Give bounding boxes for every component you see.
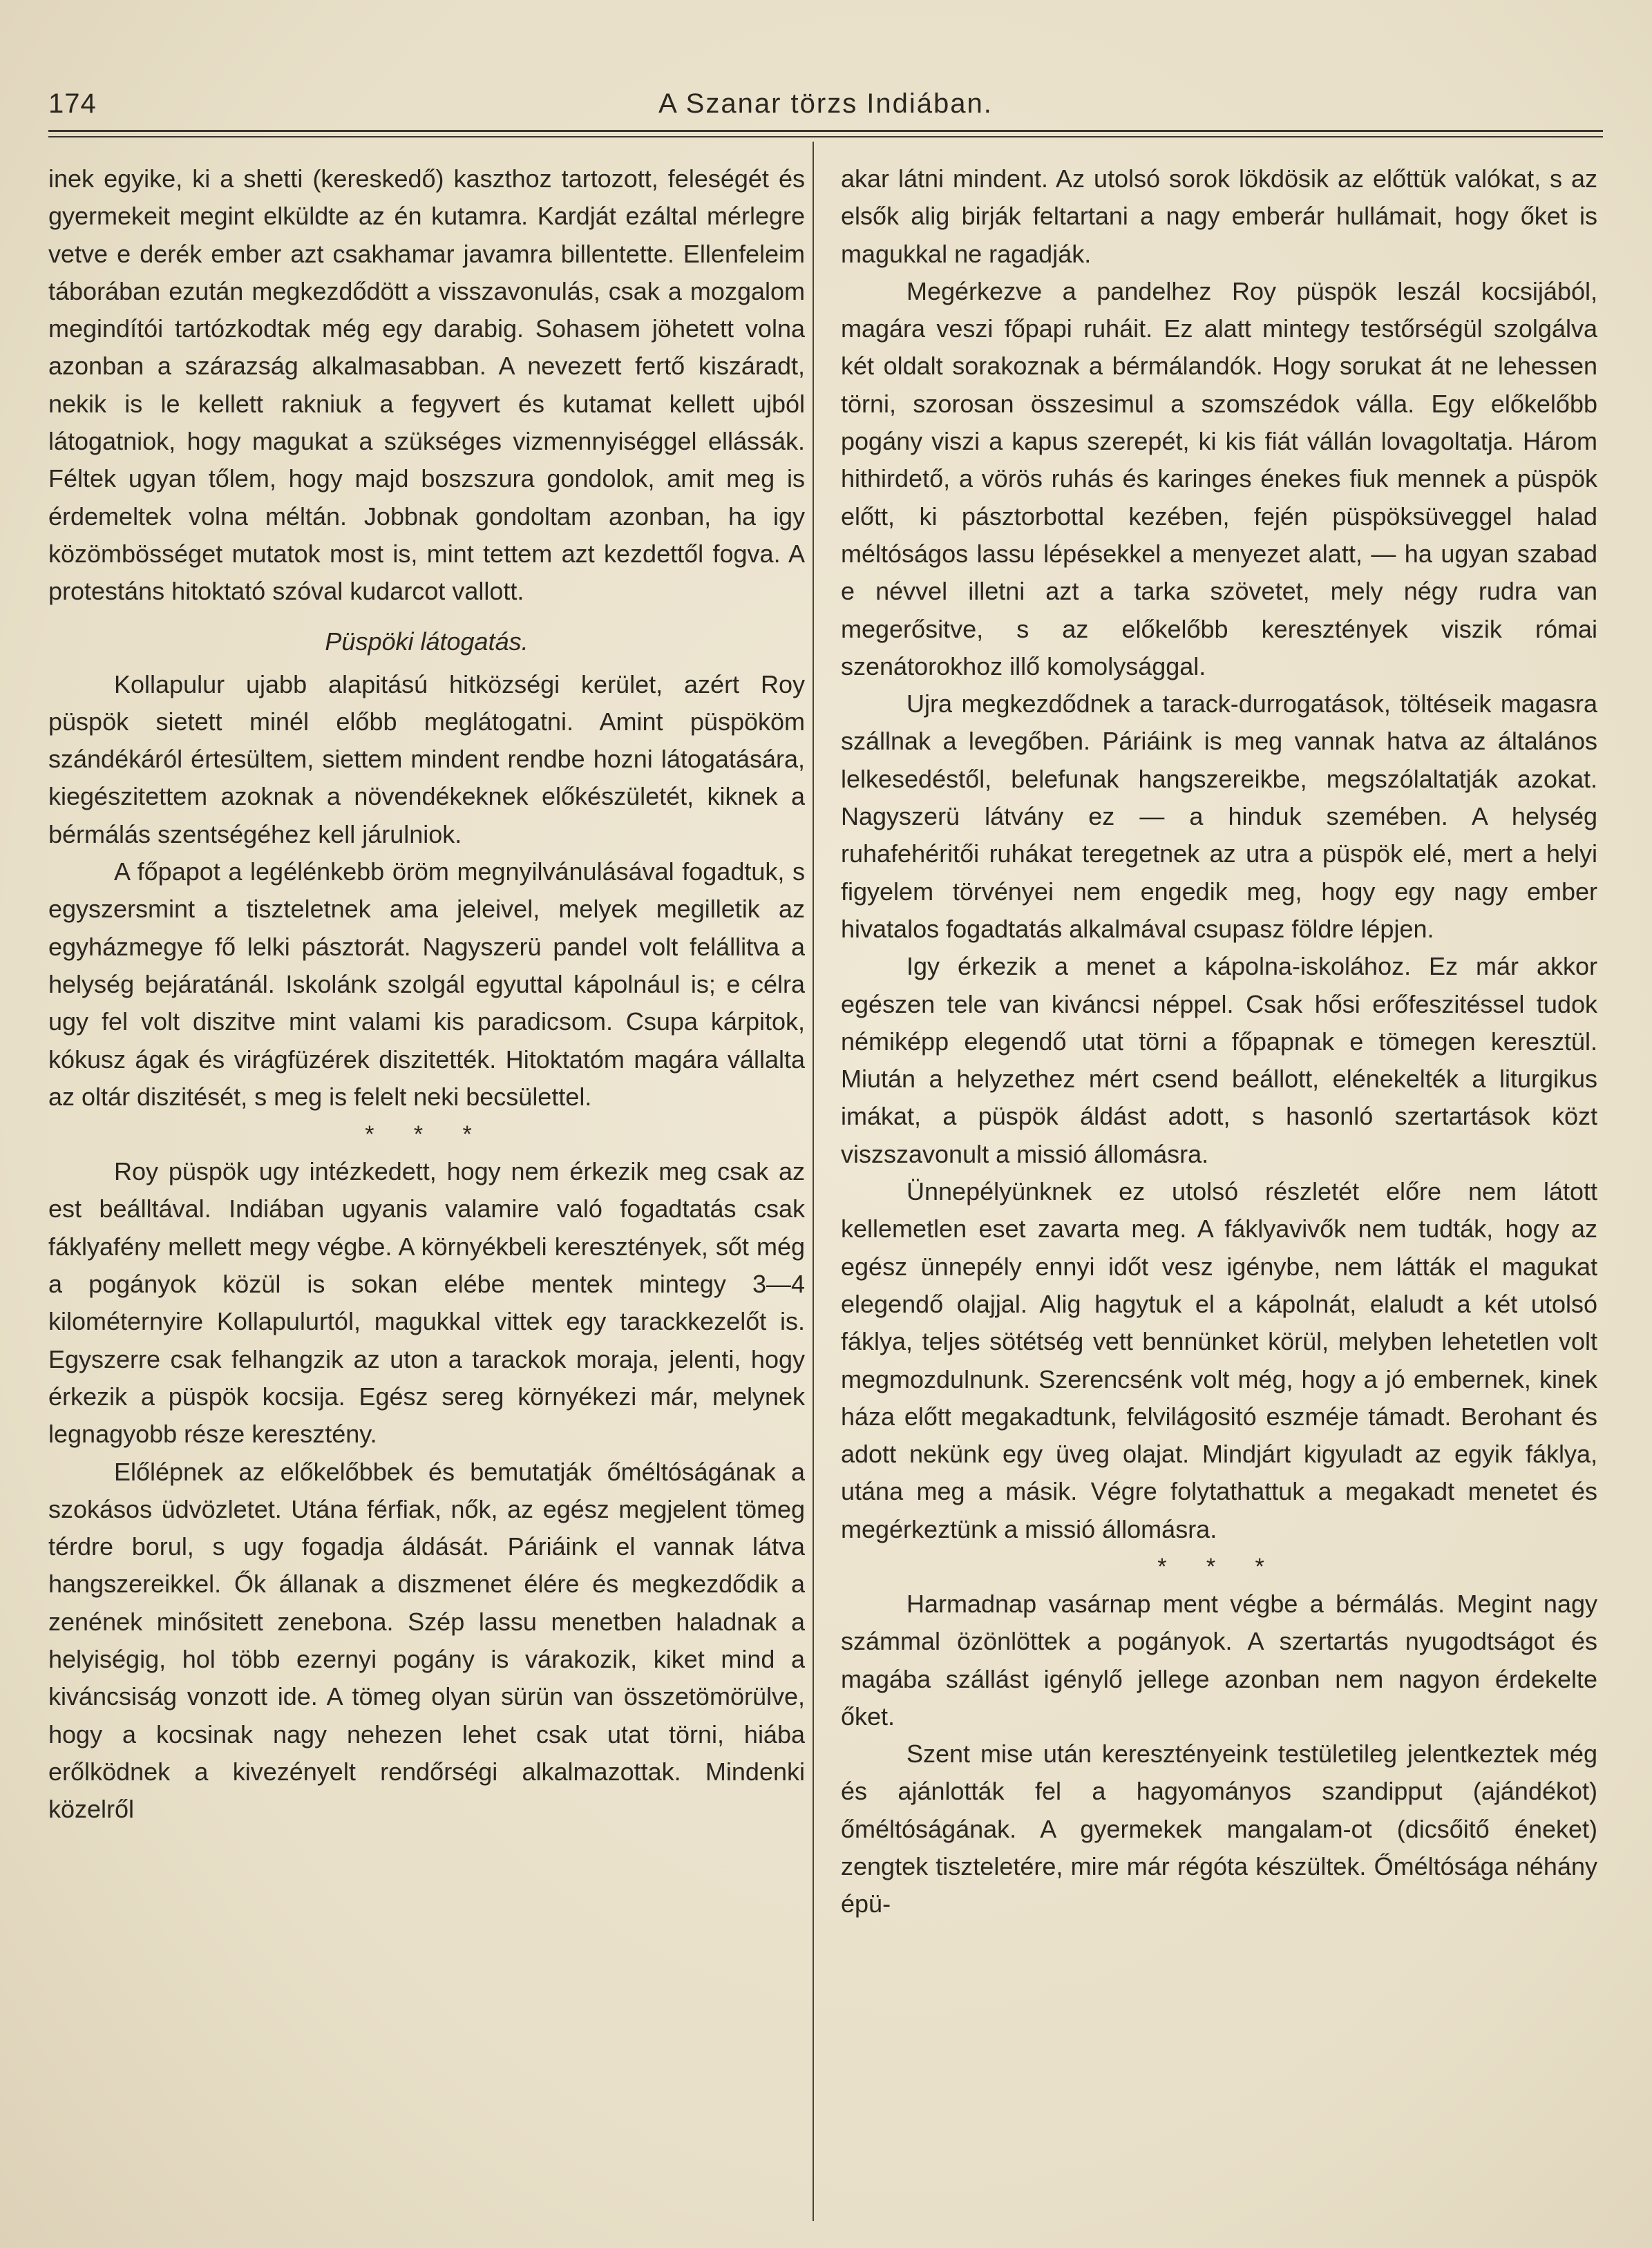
section-heading: Püspöki látogatás. (325, 627, 529, 656)
column-divider (813, 142, 814, 2221)
paragraph: Roy püspök ugy intézkedett, hogy nem érkezik meg csak az est beálltával. Indiában ugyanis valamire való fogadtatás csak fáklyafény mellett megy végbe. A környékbeli keresztények, sőt még a pogányok közül is sokan elébe mentek mintegy 3—4 kilométernyire Kollapulurtól, magukkal vittek egy tarackkezelőt is. Egyszerre csak felhangzik az uton a tarackok moraja, jelenti, hogy érkezik a püspök kocsija. Egész sereg környékezi már, melynek legnagyobb része keresztény. (48, 1157, 805, 1449)
paragraph: A főpapot a legélénkebb öröm megnyilvánulásával fogadtuk, s egyszersmint a tiszteletnek ama jeleivel, melyek megilletik az egyházmegye fő lelki pásztorát. Nagyszerü pandel volt felállitva a helység bejáratánál. Iskolánk szolgál egyuttal kápolnául is; e célra ugy fel volt diszitve mint valami kis paradicsom. Csupa kárpitok, kókusz ágak és virágfüzérek diszitették. Hitoktatóm magára vállalta az oltár diszitését, s meg is felelt neki becsülettel. (48, 857, 805, 1111)
running-title: A Szanar törzs Indiában. (658, 88, 993, 119)
paragraph: Ünnepélyünknek ez utolsó részletét előre nem látott kellemetlen eset zavarta meg. A fáklyavivők nem tudták, hogy az egész ünnepély ennyi időt vesz igénybe, nem látták el magukat elegendő olajjal. Alig hagytuk el a kápolnát, elaludt a két utolsó fáklya, teljes sötétség vett bennünket körül, melyben lehetetlen volt megmozdulnunk. Szerencsénk volt még, hogy a jó embernek, kinek háza előtt megakadtunk, felvilágositó eszméje támadt. Berohant és adott nekünk egy üveg olajat. Mindjárt kigyuladt az egyik fáklya, utána meg a másik. Végre folytathattuk a megakadt menetet és megérkeztünk a missió állomásra. (841, 1177, 1597, 1543)
paragraph: Előlépnek az előkelőbbek és bemutatják őméltóságának a szokásos üdvözletet. Utána férfiak, nők, az egész megjelent tömeg térdre borul, s ugy fogadja áldását. Páriáink el vannak látva hangszereikkel. Ők állanak a diszmenet élére és megkezdődik a zenének minősitett zenebona. Szép lassu menetben haladnak a helyiségig, hol több ezernyi pogány is várakozik, kiket mind a kiváncsiság vonzott ide. A tömeg olyan sürün van összetömörülve, hogy a kocsinak nagy nehezen lehet csak utat törni, hiába erőlködnek a kivezényelt rendőrségi alkalmazottak. Mindenki közelről (48, 1457, 805, 1824)
paragraph: Szent mise után keresztényeink testületileg jelentkeztek még és ajánlották fel a hagyományos szandipput (ajándékot) őméltóságának. A gyermekek mangalam-ot (dicsőitő éneket) zengtek tiszteletére, mire már régóta készültek. Őméltósága néhány épü- (841, 1740, 1597, 1918)
paragraph: Ujra megkezdődnek a tarack-durrogatások, töltéseik magasra szállnak a levegőben. Páriáink is meg vannak hatva az általános lelkesedéstől, belefunak hangszereikbe, megszólaltatják azokat. Nagyszerü látvány ez — a hinduk szemében. A helység ruhafehéritői ruhákat teregetnek az utra a püspök elé, mert a helyi figyelem törvényei nem engedik meg, hogy egy nagy ember hivatalos fogadtatás alkalmával csupasz földre lépjen. (841, 689, 1597, 943)
right-column (841, 160, 1597, 1923)
paragraph: Harmadnap vasárnap ment végbe a bérmálás. Megint nagy számmal özönlöttek a pogányok. A szertartás nyugodtságot és magába szállást igénylő jellege azonban nem nagyon érdekelte őket. (841, 1589, 1597, 1731)
page-number: 174 (48, 88, 97, 119)
left-column (48, 160, 805, 1828)
paragraph: Megérkezve a pandelhez Roy püspök leszál kocsijából, magára veszi főpapi ruháit. Ez alatt mintegy testőrségül szolgálva két oldalt sorakoznak a bérmálandók. Hogy sorukat át ne lehessen törni, szorosan összesimul a szomszédok válla. Egy előkelőbb pogány viszi a kapus szerepét, ki kis fiát vállán lovagoltatja. Három hithirdető, a vörös ruhás és karinges énekes fiuk mennek a püspök előtt, ki pásztorbottal kezében, fején püspöksüveggel halad méltóságos lassu lépésekkel a menyezet alatt, — ha ugyan szabad e névvel illetni azt a tarka szövetet, mely négy rudra van megerősitve, s az előkelőbb keresztények viszik római szenátorokhoz illő komolysággal. (841, 276, 1597, 680)
paragraph: Igy érkezik a menet a kápolna-iskolához. Ez már akkor egészen tele van kiváncsi néppel. Csak hősi erőfeszitéssel tudok némiképp elegendő utat törni a főpapnak e tömegen keresztül. Miután a helyzethez mért csend beállott, elénekelték a liturgikus imákat, a püspök áldást adott, s hasonló szertartások közt viszszavonult a missió állomásra. (841, 952, 1597, 1168)
paragraph: Kollapulur ujabb alapitású hitközségi kerület, azért Roy püspök sietett minél előbb meglátogatni. Amint püspököm szándékáról értesültem, siettem mindent rendbe hozni látogatására, kiegészitettem azoknak a növendékeknek előkészületét, kiknek a bérmálás szentségéhez kell járulniok. (48, 669, 805, 848)
header-rule-double (48, 136, 1603, 137)
paragraph: inek egyike, ki a shetti (kereskedő) kaszthoz tartozott, feleségét és gyermekeit megint elküldte az én kutamra. Kardját ezáltal mérlegre vetve e derék ember azt csakhamar javamra billentette. Ellenfeleim táborában ezután megkezdődött a visszavonulás, csak a mozgalom megindítói tartózkodtak még egy darabig. Sohasem jöhetett volna azonban a szárazság alkalmasabban. A nevezett fertő kiszáradt, nekik is le kellett rakniuk a fegyvert és kutamat kellett ujból látogatniok, hogy magukat a szükséges vizmennyiséggel ellássák. Féltek ugyan tőlem, hogy majd boszszura gondolok, amit meg is érdemeltek volna méltán. Jobbnak gondoltam azonban, ha igy közömbösséget mutatok most is, mint tettem azt kezdettől fogva. A protestáns hitoktató szóval kudarcot vallott. (48, 164, 805, 606)
page-header (48, 83, 1603, 126)
header-rule (48, 130, 1603, 132)
paragraph: akar látni mindent. Az utolsó sorok lökdösik az előttük valókat, s az elsők alig birják feltartani a nagy emberár hullámait, hogy őket is magukkal ne ragadják. (841, 164, 1597, 268)
asterism-divider: * * * (365, 1121, 488, 1148)
asterism-divider: * * * (1157, 1553, 1281, 1580)
